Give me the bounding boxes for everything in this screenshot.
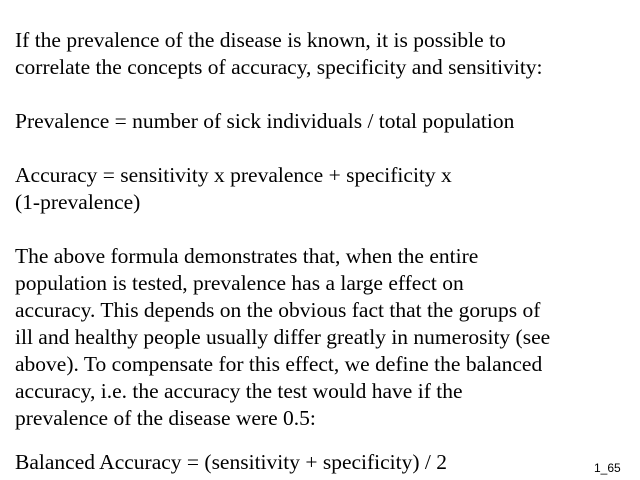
intro-line: If the prevalence of the disease is known, it is possible to <box>15 28 506 52</box>
paragraph-spacer <box>15 135 635 162</box>
explanation-line: population is tested, prevalence has a large effect on <box>15 271 464 295</box>
paragraph-spacer <box>15 432 635 449</box>
prevalence-formula-line: Prevalence = number of sick individuals / total population <box>15 109 515 133</box>
balanced-accuracy-formula <box>15 449 635 476</box>
slide-text-body <box>15 27 635 476</box>
explanation-line: accuracy. This depends on the obvious fact that the gorups of <box>15 298 541 322</box>
slide-number: 1_65 <box>594 461 621 475</box>
balanced-accuracy-formula-line: Balanced Accuracy = (sensitivity + specificity) / 2 <box>15 450 448 474</box>
explanation-line: above). To compensate for this effect, we define the balanced <box>15 352 543 376</box>
explanation-line: prevalence of the disease were 0.5: <box>15 406 316 430</box>
explanation-line: accuracy, i.e. the accuracy the test would have if the <box>15 379 463 403</box>
paragraph-spacer <box>15 216 635 243</box>
intro-line: correlate the concepts of accuracy, specificity and sensitivity: <box>15 55 543 79</box>
explanation-paragraph <box>15 243 635 432</box>
explanation-line: The above formula demonstrates that, when the entire <box>15 244 479 268</box>
accuracy-formula-line: (1-prevalence) <box>15 190 141 214</box>
accuracy-formula <box>15 162 635 216</box>
paragraph-spacer <box>15 81 635 108</box>
accuracy-formula-line: Accuracy = sensitivity x prevalence + specificity x <box>15 163 452 187</box>
prevalence-formula <box>15 108 635 135</box>
explanation-line: ill and healthy people usually differ greatly in numerosity (see <box>15 325 551 349</box>
intro-paragraph <box>15 27 635 81</box>
